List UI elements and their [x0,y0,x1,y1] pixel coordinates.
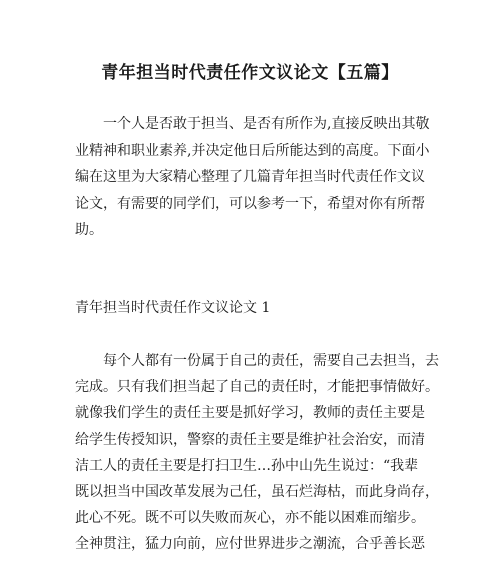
body-line: 此心不死。既不可以失败而灰心，亦不能以困难而缩步。 [75,510,425,527]
intro-line: 一个人是否敢于担当、是否有所作为,直接反映出其敬 [103,116,430,132]
intro-line: 论文，有需要的同学们，可以参考一下，希望对你有所帮 [75,195,425,212]
intro-paragraph [75,111,445,244]
body-line: 完成。只有我们担当起了自己的责任时，才能把事情做好。 [75,379,439,396]
body-line: 洁工人的责任主要是打扫卫生…孙中山先生说过：“我辈 [75,457,419,474]
body-line: 既以担当中国改革发展为己任，虽石烂海枯，而此身尚存， [75,484,439,501]
intro-line: 业精神和职业素养,并决定他日后所能达到的高度。下面小 [75,142,430,159]
body-line: 每个人都有一份属于自己的责任，需要自己去担当，去 [103,353,439,369]
document-title: 青年担当时代责任作文议论文【五篇】 [101,63,399,83]
body-line: 全神贯注，猛力向前，应付世界进步之潮流，合乎善长恶 [75,536,425,553]
body-paragraph [75,348,445,558]
intro-line: 助。 [75,222,103,238]
body-line: 就像我们学生的责任主要是抓好学习，教师的责任主要是 [75,405,425,422]
body-line: 给学生传授知识，警察的责任主要是维护社会治安，而清 [75,431,425,448]
intro-line: 编在这里为大家精心整理了几篇青年担当时代责任作文议 [75,169,425,185]
section-heading: 青年担当时代责任作文议论文 1 [75,300,271,316]
